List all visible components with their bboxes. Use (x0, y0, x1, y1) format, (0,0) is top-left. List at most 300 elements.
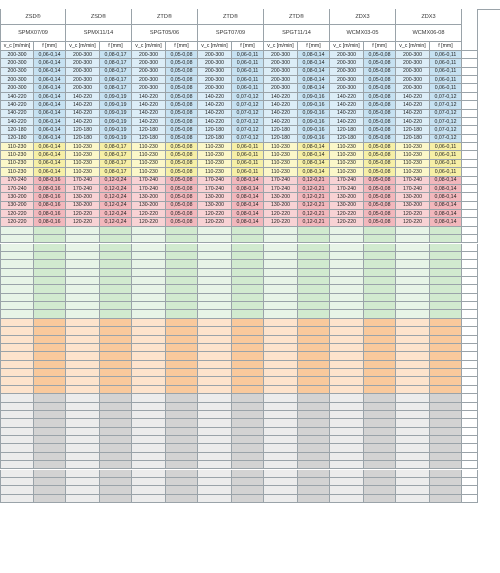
empty-speed-cell (132, 444, 166, 452)
cutting-speed-cell: 200-300 (66, 76, 100, 84)
empty-feed-cell (364, 235, 396, 243)
empty-feed-cell (298, 495, 330, 503)
cutting-speed-cell: 120-220 (0, 218, 34, 226)
empty-speed-cell (264, 285, 298, 293)
feed-cell: 0,09-0,16 (298, 126, 330, 134)
empty-feed-cell (430, 302, 462, 310)
empty-feed-cell (232, 344, 264, 352)
cutting-speed-cell: 140-220 (264, 110, 298, 118)
empty-feed-cell (232, 319, 264, 327)
cutting-speed-cell: 170-240 (396, 185, 430, 193)
feed-cell: 0,05-0,08 (364, 143, 396, 151)
empty-speed-cell (0, 461, 34, 469)
feed-cell: 0,05-0,08 (166, 218, 198, 226)
empty-feed-cell (430, 444, 462, 452)
empty-speed-cell (66, 260, 100, 268)
empty-feed-cell (430, 411, 462, 419)
cutting-speed-cell: 200-300 (0, 84, 34, 92)
feed-cell: 0,08-0,14 (232, 185, 264, 193)
cutting-speed-cell: 120-180 (0, 126, 34, 134)
empty-speed-cell (0, 269, 34, 277)
empty-speed-cell (396, 386, 430, 394)
empty-speed-cell (396, 428, 430, 436)
feed-cell: 0,06-0,11 (430, 151, 462, 159)
empty-speed-cell (198, 361, 232, 369)
empty-speed-cell (396, 227, 430, 235)
empty-speed-cell (396, 352, 430, 360)
cutting-speed-cell: 200-300 (0, 76, 34, 84)
empty-feed-cell (166, 403, 198, 411)
empty-speed-cell (66, 310, 100, 318)
empty-speed-cell (198, 428, 232, 436)
cutting-speed-cell: 140-220 (396, 93, 430, 101)
empty-speed-cell (264, 252, 298, 260)
empty-speed-cell (264, 227, 298, 235)
empty-speed-cell (264, 470, 298, 478)
blank-cell (462, 168, 478, 176)
empty-feed-cell (166, 444, 198, 452)
feed-cell: 0,08-0,14 (232, 193, 264, 201)
empty-feed-cell (298, 444, 330, 452)
blank-cell (462, 84, 478, 92)
cutting-speed-cell: 170-240 (0, 185, 34, 193)
cutting-speed-cell: 110-230 (198, 168, 232, 176)
empty-feed-cell (364, 252, 396, 260)
cutting-speed-cell: 120-220 (396, 210, 430, 218)
empty-feed-cell (364, 244, 396, 252)
empty-speed-cell (330, 227, 364, 235)
empty-speed-cell (264, 294, 298, 302)
cutting-speed-cell: 170-240 (66, 185, 100, 193)
empty-speed-cell (330, 403, 364, 411)
empty-feed-cell (364, 277, 396, 285)
empty-feed-cell (166, 235, 198, 243)
feed-cell: 0,05-0,08 (364, 68, 396, 76)
empty-feed-cell (364, 260, 396, 268)
empty-feed-cell (430, 361, 462, 369)
blank-cell (462, 101, 478, 109)
feed-cell: 0,05-0,08 (364, 202, 396, 210)
empty-speed-cell (0, 377, 34, 385)
empty-feed-cell (100, 352, 132, 360)
empty-feed-cell (364, 352, 396, 360)
empty-speed-cell (198, 285, 232, 293)
cutting-speed-cell: 110-230 (330, 168, 364, 176)
empty-feed-cell (298, 285, 330, 293)
feed-cell: 0,06-0,14 (34, 68, 66, 76)
empty-feed-cell (298, 453, 330, 461)
insert-type-header: SPGT05/06 (132, 25, 198, 42)
empty-speed-cell (396, 336, 430, 344)
empty-speed-cell (396, 495, 430, 503)
feed-cell: 0,08-0,14 (298, 59, 330, 67)
empty-speed-cell (264, 453, 298, 461)
empty-speed-cell (396, 486, 430, 494)
cutting-speed-cell: 120-220 (264, 210, 298, 218)
feed-cell: 0,07-0,12 (430, 135, 462, 143)
feed-subheader: f [mm] (430, 42, 462, 51)
empty-speed-cell (132, 470, 166, 478)
empty-feed-cell (364, 394, 396, 402)
feed-cell: 0,08-0,17 (100, 76, 132, 84)
cutting-speed-cell: 200-300 (330, 84, 364, 92)
empty-speed-cell (330, 361, 364, 369)
empty-feed-cell (166, 269, 198, 277)
blank-cell (462, 470, 478, 478)
empty-speed-cell (330, 394, 364, 402)
blank-cell (462, 461, 478, 469)
cutting-speed-cell: 200-300 (198, 68, 232, 76)
insert-type-header: SPMX07/09 (0, 25, 66, 42)
feed-cell: 0,06-0,14 (34, 59, 66, 67)
feed-cell: 0,05-0,08 (166, 118, 198, 126)
empty-speed-cell (198, 444, 232, 452)
empty-feed-cell (364, 419, 396, 427)
empty-feed-cell (100, 285, 132, 293)
empty-speed-cell (264, 327, 298, 335)
empty-feed-cell (232, 269, 264, 277)
empty-speed-cell (264, 411, 298, 419)
empty-speed-cell (396, 302, 430, 310)
empty-speed-cell (264, 436, 298, 444)
blank-cell (462, 118, 478, 126)
cutting-speed-cell: 140-220 (264, 118, 298, 126)
blank-cell (462, 486, 478, 494)
cutting-speed-cell: 200-300 (0, 51, 34, 59)
empty-feed-cell (298, 394, 330, 402)
empty-feed-cell (34, 461, 66, 469)
empty-speed-cell (396, 327, 430, 335)
empty-feed-cell (34, 470, 66, 478)
blank-cell (462, 352, 478, 360)
feed-cell: 0,08-0,14 (298, 160, 330, 168)
empty-feed-cell (166, 344, 198, 352)
empty-speed-cell (66, 294, 100, 302)
cutting-speed-cell: 120-220 (198, 218, 232, 226)
empty-speed-cell (198, 478, 232, 486)
empty-feed-cell (100, 453, 132, 461)
empty-feed-cell (166, 386, 198, 394)
empty-speed-cell (330, 319, 364, 327)
empty-feed-cell (298, 227, 330, 235)
empty-speed-cell (132, 327, 166, 335)
empty-speed-cell (66, 470, 100, 478)
cutting-speed-cell: 200-300 (66, 59, 100, 67)
feed-cell: 0,09-0,19 (100, 118, 132, 126)
empty-feed-cell (100, 419, 132, 427)
cutting-speed-cell: 120-220 (66, 210, 100, 218)
cutting-speed-cell: 120-220 (66, 218, 100, 226)
empty-feed-cell (100, 403, 132, 411)
blank-cell (462, 277, 478, 285)
empty-speed-cell (132, 352, 166, 360)
empty-speed-cell (0, 486, 34, 494)
cutting-speed-cell: 110-230 (330, 160, 364, 168)
feed-cell: 0,08-0,14 (298, 51, 330, 59)
empty-feed-cell (232, 470, 264, 478)
cutting-speed-cell: 200-300 (66, 51, 100, 59)
empty-speed-cell (396, 377, 430, 385)
insert-type-header: SPGT07/09 (198, 25, 264, 42)
cutting-speed-cell: 140-220 (132, 101, 166, 109)
empty-feed-cell (298, 386, 330, 394)
feed-cell: 0,08-0,14 (232, 177, 264, 185)
empty-speed-cell (330, 352, 364, 360)
feed-cell: 0,06-0,11 (232, 76, 264, 84)
feed-cell: 0,08-0,17 (100, 51, 132, 59)
empty-feed-cell (298, 244, 330, 252)
empty-feed-cell (232, 377, 264, 385)
feed-cell: 0,06-0,11 (232, 59, 264, 67)
blank-cell (462, 403, 478, 411)
blank-cell (462, 294, 478, 302)
empty-feed-cell (298, 352, 330, 360)
empty-speed-cell (0, 386, 34, 394)
cutting-speed-cell: 110-230 (0, 160, 34, 168)
cutting-speed-cell: 170-240 (330, 177, 364, 185)
feed-subheader: f [mm] (34, 42, 66, 51)
empty-feed-cell (232, 285, 264, 293)
cutting-speed-cell: 200-300 (396, 84, 430, 92)
empty-speed-cell (0, 470, 34, 478)
feed-cell: 0,08-0,14 (430, 177, 462, 185)
empty-speed-cell (396, 244, 430, 252)
empty-feed-cell (166, 436, 198, 444)
cutting-speed-cell: 130-200 (198, 202, 232, 210)
empty-speed-cell (198, 319, 232, 327)
empty-feed-cell (166, 252, 198, 260)
cutting-speed-cell: 140-220 (330, 101, 364, 109)
cutting-speed-cell: 130-200 (66, 202, 100, 210)
cutting-speed-cell: 200-300 (132, 51, 166, 59)
empty-feed-cell (166, 394, 198, 402)
empty-feed-cell (232, 277, 264, 285)
empty-speed-cell (0, 428, 34, 436)
empty-feed-cell (34, 495, 66, 503)
empty-speed-cell (66, 419, 100, 427)
blank-cell (462, 327, 478, 335)
feed-cell: 0,05-0,08 (166, 84, 198, 92)
feed-cell: 0,12-0,24 (100, 193, 132, 201)
feed-cell: 0,06-0,11 (430, 51, 462, 59)
cutting-speed-cell: 200-300 (132, 59, 166, 67)
feed-cell: 0,05-0,08 (166, 193, 198, 201)
blank-cell (462, 344, 478, 352)
empty-speed-cell (264, 310, 298, 318)
cutting-speed-cell: 200-300 (0, 68, 34, 76)
feed-cell: 0,08-0,17 (100, 84, 132, 92)
cutting-speed-cell: 110-230 (66, 151, 100, 159)
blank-cell (462, 428, 478, 436)
empty-speed-cell (0, 411, 34, 419)
feed-cell: 0,05-0,08 (364, 210, 396, 218)
blank-cell (462, 411, 478, 419)
feed-cell: 0,06-0,14 (34, 51, 66, 59)
empty-feed-cell (166, 260, 198, 268)
empty-feed-cell (100, 361, 132, 369)
empty-feed-cell (430, 386, 462, 394)
blank-cell (462, 76, 478, 84)
feed-cell: 0,09-0,16 (298, 118, 330, 126)
empty-speed-cell (264, 361, 298, 369)
empty-feed-cell (100, 461, 132, 469)
empty-feed-cell (100, 495, 132, 503)
empty-feed-cell (232, 478, 264, 486)
empty-speed-cell (330, 444, 364, 452)
empty-feed-cell (100, 394, 132, 402)
feed-cell: 0,06-0,14 (34, 143, 66, 151)
empty-speed-cell (66, 411, 100, 419)
cutting-speed-cell: 110-230 (132, 160, 166, 168)
feed-cell: 0,05-0,08 (364, 93, 396, 101)
empty-speed-cell (0, 436, 34, 444)
empty-speed-cell (66, 486, 100, 494)
feed-cell: 0,09-0,16 (298, 110, 330, 118)
column-group-header: ZTD® (264, 9, 330, 25)
cutting-speed-cell: 140-220 (0, 110, 34, 118)
empty-speed-cell (66, 327, 100, 335)
cutting-speed-cell: 110-230 (0, 143, 34, 151)
empty-speed-cell (66, 285, 100, 293)
empty-speed-cell (198, 294, 232, 302)
empty-speed-cell (66, 352, 100, 360)
empty-feed-cell (430, 486, 462, 494)
cutting-speed-cell: 200-300 (264, 76, 298, 84)
empty-feed-cell (100, 260, 132, 268)
cutting-speed-cell: 110-230 (66, 168, 100, 176)
feed-cell: 0,05-0,08 (364, 177, 396, 185)
empty-speed-cell (66, 403, 100, 411)
cutting-speed-cell: 120-220 (198, 210, 232, 218)
empty-feed-cell (166, 352, 198, 360)
blank-cell (462, 386, 478, 394)
cutting-speed-cell: 200-300 (132, 76, 166, 84)
empty-speed-cell (132, 244, 166, 252)
empty-feed-cell (298, 336, 330, 344)
empty-feed-cell (166, 361, 198, 369)
empty-feed-cell (364, 444, 396, 452)
feed-cell: 0,08-0,14 (430, 210, 462, 218)
cutting-speed-cell: 140-220 (264, 93, 298, 101)
blank-cell (462, 377, 478, 385)
empty-feed-cell (298, 403, 330, 411)
empty-feed-cell (100, 444, 132, 452)
empty-speed-cell (396, 361, 430, 369)
empty-feed-cell (364, 428, 396, 436)
empty-feed-cell (34, 403, 66, 411)
blank-cell (462, 59, 478, 67)
empty-feed-cell (364, 294, 396, 302)
empty-feed-cell (166, 285, 198, 293)
feed-cell: 0,08-0,16 (34, 210, 66, 218)
blank-cell (462, 302, 478, 310)
feed-cell: 0,06-0,11 (430, 143, 462, 151)
empty-feed-cell (166, 495, 198, 503)
empty-feed-cell (34, 252, 66, 260)
empty-speed-cell (132, 453, 166, 461)
empty-feed-cell (298, 344, 330, 352)
feed-cell: 0,06-0,14 (34, 168, 66, 176)
empty-feed-cell (232, 486, 264, 494)
blank-header-column (462, 9, 478, 51)
empty-feed-cell (430, 244, 462, 252)
empty-feed-cell (298, 260, 330, 268)
empty-speed-cell (132, 394, 166, 402)
empty-speed-cell (264, 319, 298, 327)
empty-feed-cell (100, 235, 132, 243)
empty-feed-cell (34, 227, 66, 235)
feed-cell: 0,08-0,14 (298, 84, 330, 92)
empty-feed-cell (298, 302, 330, 310)
cutting-speed-cell: 120-220 (396, 218, 430, 226)
feed-cell: 0,06-0,11 (232, 168, 264, 176)
empty-feed-cell (34, 336, 66, 344)
feed-cell: 0,08-0,16 (34, 193, 66, 201)
empty-speed-cell (132, 336, 166, 344)
cutting-speed-cell: 140-220 (66, 110, 100, 118)
cutting-speed-cell: 170-240 (198, 177, 232, 185)
feed-cell: 0,05-0,08 (166, 110, 198, 118)
empty-feed-cell (298, 361, 330, 369)
empty-speed-cell (198, 461, 232, 469)
empty-speed-cell (198, 235, 232, 243)
empty-speed-cell (198, 252, 232, 260)
empty-speed-cell (132, 285, 166, 293)
empty-speed-cell (66, 269, 100, 277)
empty-speed-cell (66, 369, 100, 377)
feed-cell: 0,08-0,14 (298, 76, 330, 84)
blank-cell (462, 495, 478, 503)
empty-feed-cell (298, 428, 330, 436)
feed-cell: 0,09-0,16 (298, 101, 330, 109)
empty-speed-cell (396, 285, 430, 293)
empty-speed-cell (0, 495, 34, 503)
feed-cell: 0,08-0,14 (430, 185, 462, 193)
empty-speed-cell (330, 470, 364, 478)
empty-feed-cell (34, 302, 66, 310)
feed-cell: 0,05-0,08 (166, 93, 198, 101)
empty-feed-cell (298, 411, 330, 419)
cutting-speed-cell: 140-220 (330, 118, 364, 126)
empty-feed-cell (34, 269, 66, 277)
feed-cell: 0,08-0,17 (100, 151, 132, 159)
empty-feed-cell (100, 344, 132, 352)
feed-cell: 0,08-0,14 (298, 168, 330, 176)
cutting-speed-cell: 120-220 (132, 218, 166, 226)
feed-cell: 0,06-0,14 (34, 151, 66, 159)
cutting-speed-cell: 120-220 (132, 210, 166, 218)
empty-feed-cell (364, 486, 396, 494)
feed-cell: 0,05-0,08 (364, 126, 396, 134)
cutting-speed-cell: 130-200 (132, 193, 166, 201)
empty-speed-cell (66, 478, 100, 486)
empty-feed-cell (364, 453, 396, 461)
empty-speed-cell (396, 269, 430, 277)
cutting-speed-cell: 130-200 (396, 193, 430, 201)
cutting-speed-cell: 200-300 (0, 59, 34, 67)
blank-cell (462, 394, 478, 402)
feed-cell: 0,05-0,08 (364, 101, 396, 109)
empty-feed-cell (430, 336, 462, 344)
column-group-header: ZDX3 (330, 9, 396, 25)
feed-cell: 0,05-0,08 (364, 110, 396, 118)
empty-feed-cell (100, 470, 132, 478)
empty-speed-cell (132, 461, 166, 469)
feed-subheader: f [mm] (232, 42, 264, 51)
feed-cell: 0,07-0,12 (430, 93, 462, 101)
cutting-speed-cell: 110-230 (198, 143, 232, 151)
empty-speed-cell (132, 411, 166, 419)
